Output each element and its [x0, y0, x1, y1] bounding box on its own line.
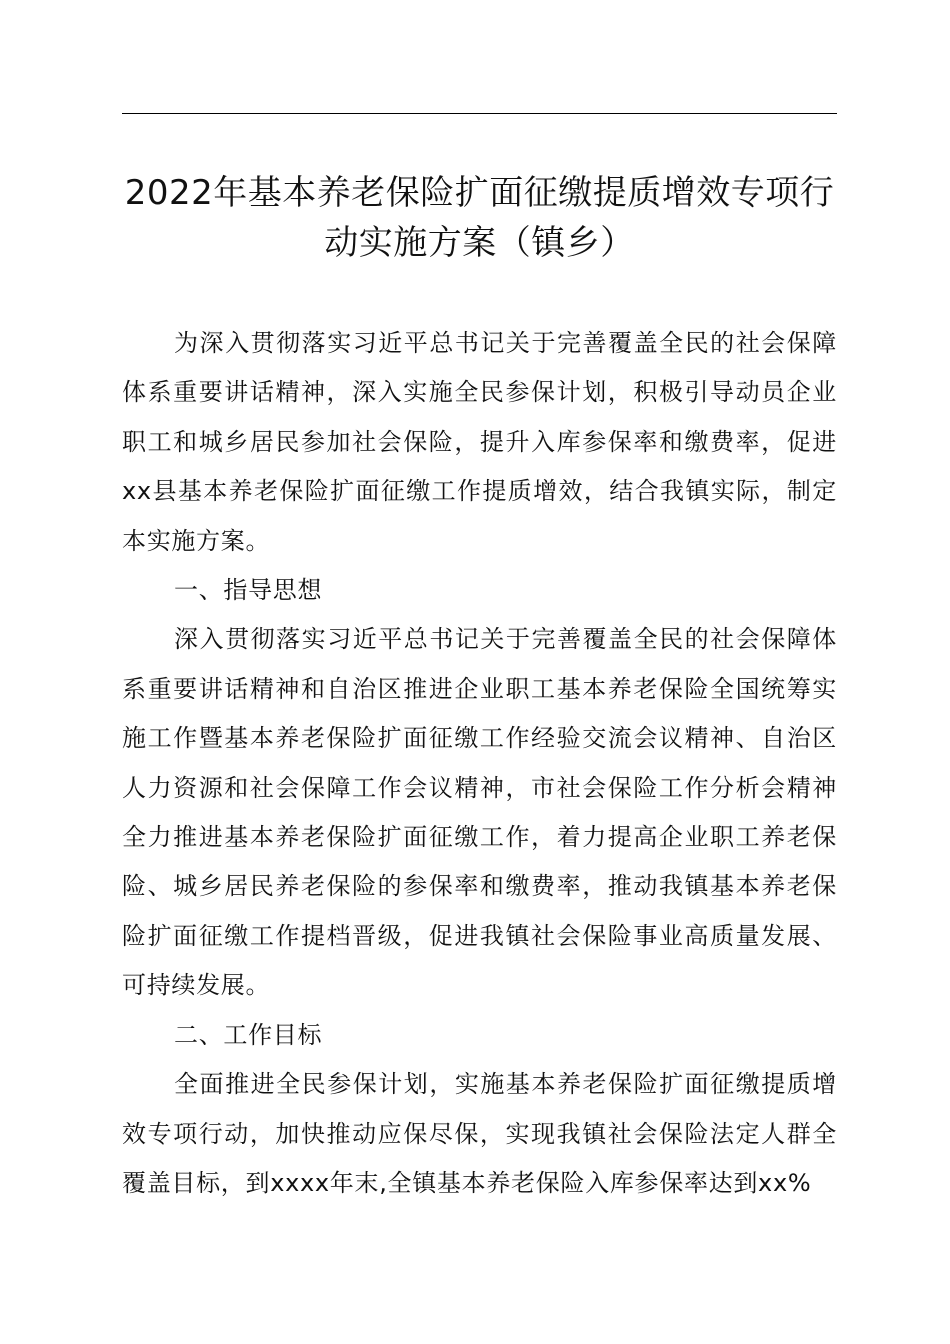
header-rule [122, 113, 837, 114]
title-line-2: 动实施方案（镇乡） [324, 223, 635, 263]
section-1-heading: 一、指导思想 [174, 576, 323, 605]
title-line-1: 2022年基本养老保险扩面征缴提质增效专项行 [124, 173, 835, 213]
section-1-paragraph: 深入贯彻落实习近平总书记关于完善覆盖全民的社会保障体系重要讲话精神和自治区推进企业职工基本养老保险全国统筹实施工作暨基本养老保险扩面征缴工作经验交流会议精神、自治区人力资源和社会保障工作会议精神，市社会保险工作分析会精神全力推进基本养老保险扩面征缴工作，着力提高企业职工养老保险、城乡居民养老保险的参保率和缴费率，推动我镇基本养老保险扩面征缴工作提档晋级，促进我镇社会保险事业高质量发展、可持续发展。 [122, 625, 837, 1000]
document-title [122, 168, 837, 268]
document-body [122, 319, 837, 1208]
section-2-paragraph: 全面推进全民参保计划，实施基本养老保险扩面征缴提质增效专项行动，加快推动应保尽保，实现我镇社会保险法定人群全覆盖目标，到xxxx年末,全镇基本养老保险入库参保率达到xx% [122, 1070, 837, 1197]
section-2-heading: 二、工作目标 [174, 1020, 323, 1049]
intro-paragraph: 为深入贯彻落实习近平总书记关于完善覆盖全民的社会保障体系重要讲话精神，深入实施全民参保计划，积极引导动员企业职工和城乡居民参加社会保险，提升入库参保率和缴费率，促进xx县基本养老保险扩面征缴工作提质增效，结合我镇实际，制定本实施方案。 [122, 329, 837, 555]
